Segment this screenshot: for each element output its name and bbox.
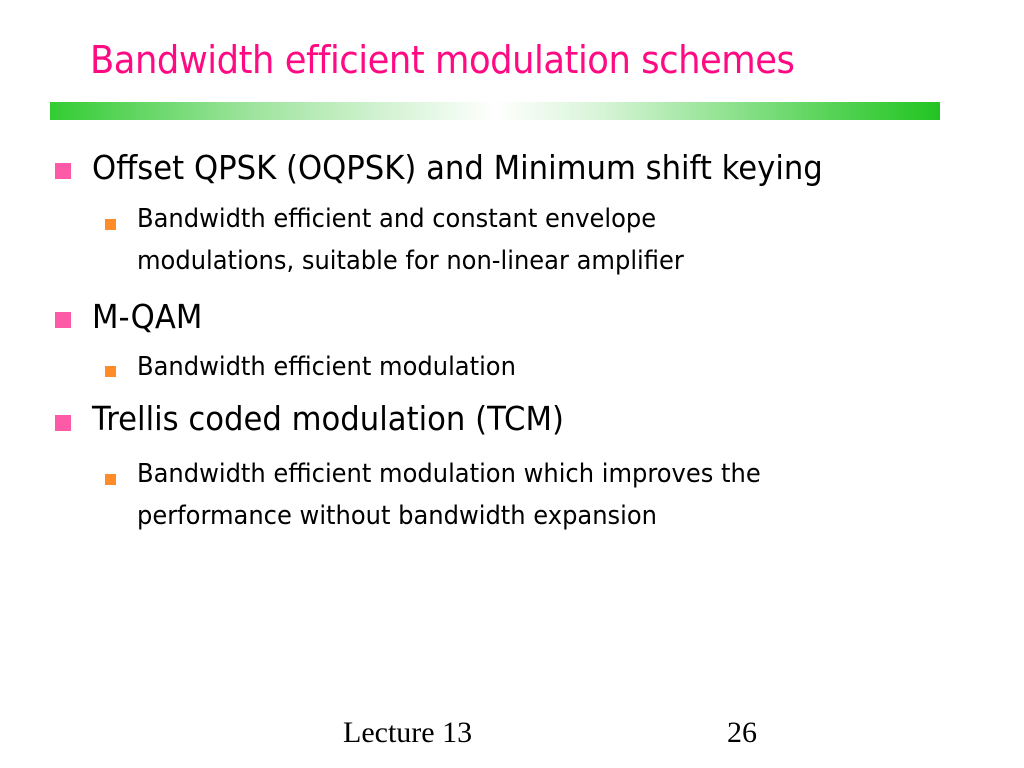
sub-bullet-line: performance without bandwidth expansion — [137, 501, 658, 531]
sub-bullet-square-icon — [105, 366, 116, 377]
slide-title: Bandwidth efficient modulation schemes — [90, 38, 795, 82]
sub-bullet-square-icon — [105, 219, 116, 230]
bullet-square-icon — [55, 312, 71, 328]
sub-bullet-line: Bandwidth efficient modulation which improves the — [137, 459, 761, 489]
bullet-text: M-QAM — [92, 297, 203, 336]
bullet-square-icon — [55, 415, 71, 431]
footer-page-number: 26 — [727, 716, 757, 749]
sub-bullet-line: Bandwidth efficient and constant envelope — [137, 204, 657, 234]
footer-lecture-label: Lecture 13 — [343, 716, 473, 749]
sub-bullet-square-icon — [105, 474, 116, 485]
sub-bullet-line: modulations, suitable for non-linear amplifier — [137, 246, 684, 276]
bullet-square-icon — [55, 163, 71, 179]
sub-bullet-line: Bandwidth efficient modulation — [137, 352, 516, 382]
bullet-text: Trellis coded modulation (TCM) — [92, 399, 564, 438]
bullet-text: Offset QPSK (OQPSK) and Minimum shift keying — [92, 148, 823, 187]
